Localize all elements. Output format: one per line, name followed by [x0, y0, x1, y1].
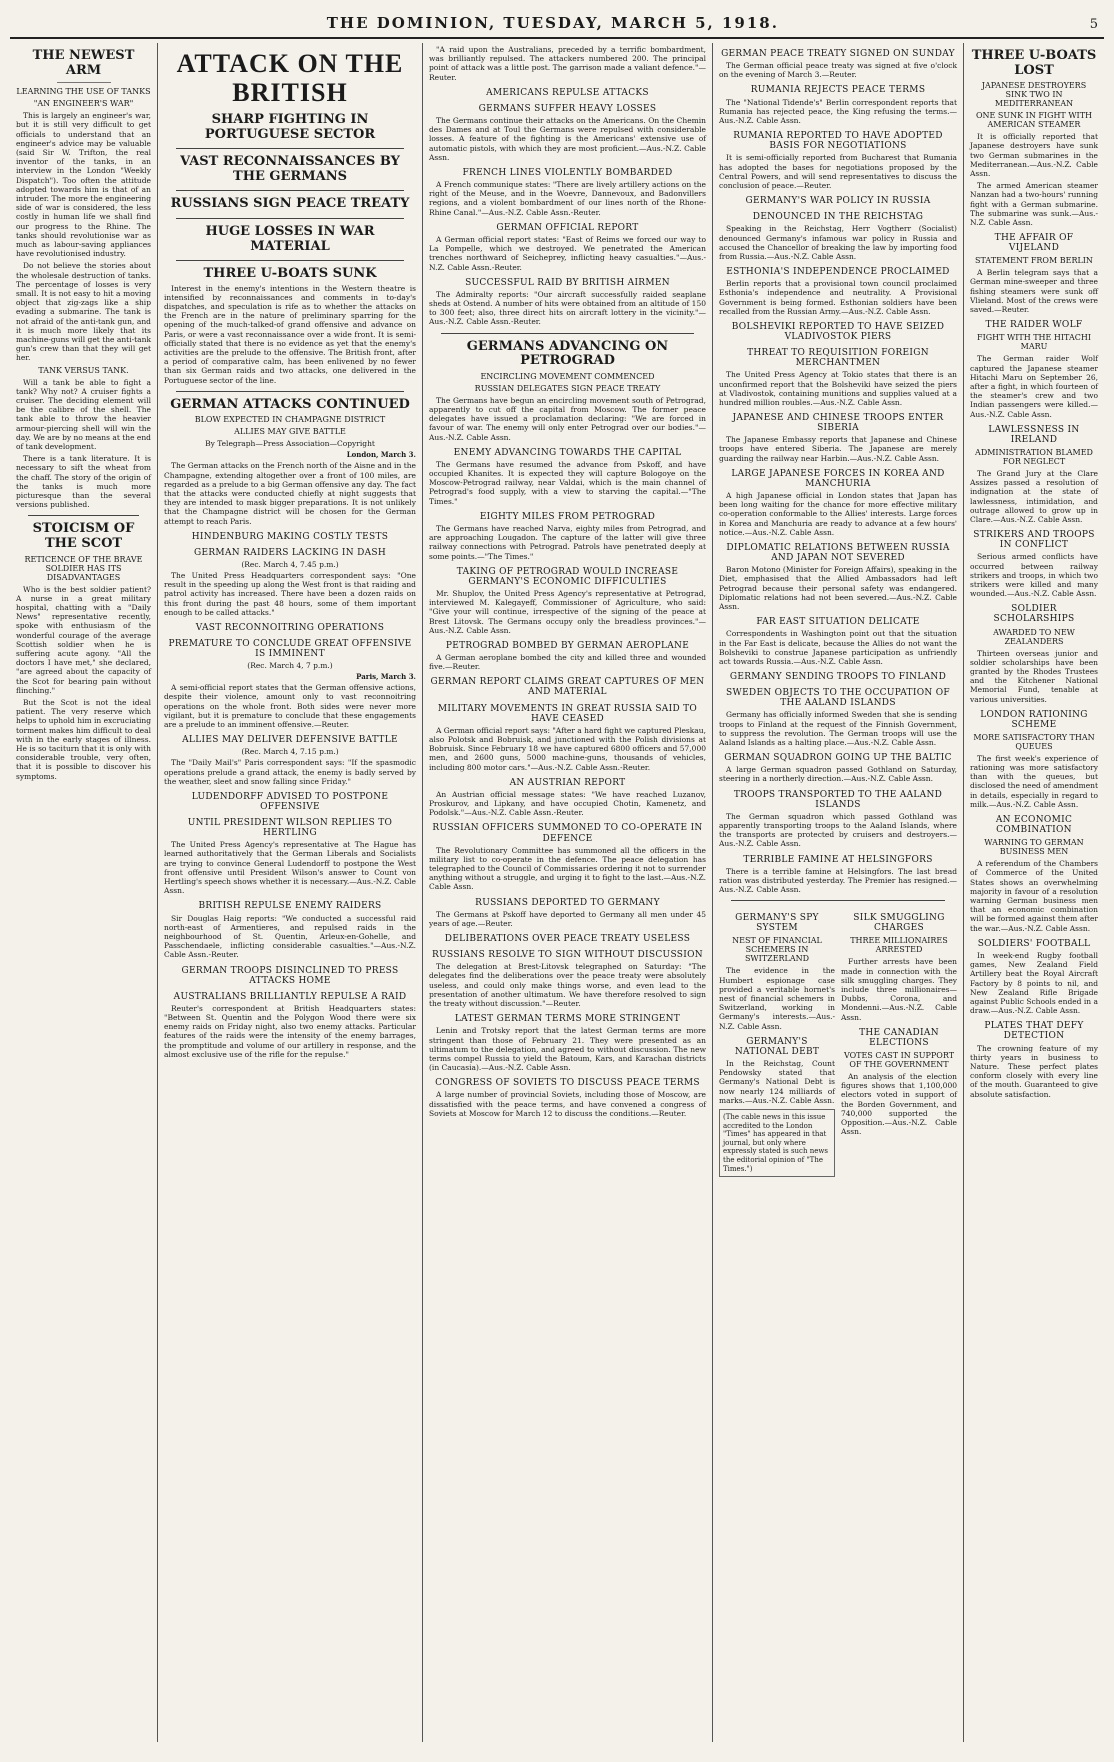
- dateline: Paris, March 3.: [356, 672, 416, 682]
- headline: LAWLESSNESS IN IRELAND: [988, 424, 1080, 445]
- divider: [441, 333, 694, 334]
- subheadline: FIGHT WITH THE HITACHI MARU: [977, 333, 1091, 352]
- newspaper-page: [10, 10, 1104, 1742]
- split-left: [719, 907, 835, 1181]
- headline: THE CANADIAN ELECTIONS: [859, 1027, 939, 1048]
- article-paragraph: In week-end Rugby football games, New Zealand Field Artillery beat the Royal Aircraft Factory by 8 points to nil, and New Zealand Rifle Brigade against Public Schools ended in a draw.—Aus.-N.Z. Cable Assn.: [970, 950, 1098, 1016]
- article-paragraph: The United Press Agency at Tokio states that there is an unconfirmed report that the Bolsheviki have seized the piers at Vladivostok, containing munitions and supplies valued at a hundred million roubles.—Aus.-N.Z. Cable Assn.: [719, 370, 957, 407]
- divider: [176, 391, 404, 392]
- headline: GERMAN OFFICIAL REPORT: [496, 222, 639, 233]
- subheadline: ENCIRCLING MOVEMENT COMMENCED: [480, 371, 655, 381]
- headline: THE NEWEST ARM: [32, 48, 135, 78]
- headline: ENEMY ADVANCING TOWARDS THE CAPITAL: [453, 447, 682, 458]
- headline: THREE U-BOATS SUNK: [203, 266, 377, 282]
- article-paragraph: It is semi-officially reported from Bucharest that Rumania has adopted the bases for negotiations proposed by the Central Powers, and will send representatives to discuss the conclusion of peace.—Reuter.: [719, 153, 957, 190]
- headline: GERMANY'S WAR POLICY IN RUSSIA: [745, 196, 931, 207]
- article-paragraph: The United Press Headquarters correspondent says: "One result in the speeding up along the West front is that raiding and patrol activity has increased. There have been a dozen raids on this front during the past 48 hours, some of them important enough to be called attacks.": [164, 570, 416, 617]
- headline: PLATES THAT DEFY DETECTION: [984, 1021, 1084, 1042]
- article-paragraph: The German attacks on the French north of the Aisne and in the Champagne, extending altogether over a front of 100 miles, are regarded as a prelude to a big German offensive any day. The fact that the attacks were conducted chiefly at night suggests that they are intended to mask bigger preparations. It is not unlikely that the Champagne district will be chosen for the German attempt to reach Paris.: [164, 461, 416, 526]
- article-paragraph: Will a tank be able to fight a tank? Why not? A cruiser fights a cruiser. The deciding element will be the calibre of the shell. The tank able to throw the heavier armour-piercing shell will win the day. We are by no means at the end of tank development.: [16, 377, 151, 451]
- headline: RUMANIA REPORTED TO HAVE ADOPTED BASIS FOR NEGOTIATIONS: [733, 131, 943, 152]
- article-paragraph: Thirteen overseas junior and soldier scholarships have been granted by the Rhodes Trustees and the Kitchener National Memorial Fund, tenable at various universities.: [970, 648, 1098, 704]
- article-paragraph: This is largely an engineer's war, but it is still very difficult to get officials to understand that an engineer's advice may be valuable (said Sir W. Trifton, the real inventor of the tanks, in an interview in the London "Weekly Dispatch"). Too often the attitude adopted towards him is that of an intruder. The more the engineering side of war is considered, the less costly in human life we shall find our progress to the Rhine. The tanks should revolutionise war as much as labour-saving appliances have revolutionised industry.: [16, 111, 151, 259]
- article-paragraph: The first week's experience of rationing was more satisfactory than with the queues, but disclosed the need of amendment in details, especially in regard to milk.—Aus.-N.Z. Cable Assn.: [970, 753, 1098, 809]
- divider: [176, 148, 404, 149]
- column-4: [713, 43, 964, 1742]
- article-paragraph: Berlin reports that a provisional town council proclaimed Esthonia's independence and neutrality. A Provisional Government is being formed. Esthonian soldiers have been recalled from the Russian Army.—Aus.-N.Z. Cable Assn.: [719, 279, 957, 316]
- article-paragraph: A German official report says: "After a hard fight we captured Pleskau, also Polotsk and Bobruisk, and junctioned with the Polish divisions at Bobruisk. Since February 18 we have captured 6800 officers and 57,000 men, and 2600 guns, 5000 machine-guns, thousands of vehicles, including 800 motor cars."—Aus.-N.Z. Cable Assn.-Reuter.: [429, 725, 706, 772]
- article-paragraph: The United Press Agency's representative at The Hague has learned authoritatively that the German Liberals and Socialists are trying to convince General Ludendorff to postpone the West front offensive until President Wilson's answer to Count von Hertling's speech shows whether it is necessary.—Aus.-N.Z. Cable Assn.: [164, 840, 416, 896]
- divider: [176, 190, 404, 191]
- divider: [176, 260, 404, 261]
- received-time: (Rec. March 4, 7.45 p.m.): [241, 559, 339, 569]
- page-number: 5: [1089, 17, 1098, 32]
- article-paragraph: The Germans have begun an encircling movement south of Petrograd, apparently to cut off the capital from Moscow. The former peace delegates have issued a proclamation declaring: "We are forced in favour of war. The enemy will only enter Petrograd over our bodies."—Aus.-N.Z. Cable Assn.: [429, 395, 706, 442]
- byline: By Telegraph—Press Association—Copyright: [205, 439, 375, 449]
- article-paragraph: A French communique states: "There are lively artillery actions on the right of the Meuse, and in the Woevre, Dannevoux, and Badonvillers regions, and a violent bombardment of our lines north of the Rhone-Rhine Canal."—Aus.-N.Z. Cable Assn.-Reuter.: [429, 180, 706, 217]
- column-1: [10, 43, 158, 1742]
- article-paragraph: The Germans have reached Narva, eighty miles from Petrograd, and are approaching Lougadon. The capture of the latter will give three railway connections with Petrograd. Patrols have penetrated deeply at some points.—"The Times.": [429, 523, 706, 561]
- headline: SOLDIER SCHOLARSHIPS: [993, 604, 1075, 625]
- article-paragraph: The Admiralty reports: "Our aircraft successfully raided seaplane sheds at Ostend. A number of hits were obtained from an altitude of 150 to 300 feet; also, three direct hits on aircraft lottery in the vicinity."—Aus.-N.Z. Cable Assn.-Reuter.: [429, 289, 706, 327]
- article-paragraph: A semi-official report states that the German offensive actions, despite their violence, amount only to vast reconnoitring operations on the whole front. Both sides were never more vigilant, but it is premature to conclude that these engagements are a prelude to an imminent offensive.—Reuter.: [164, 683, 416, 730]
- headline: BRITISH REPULSE ENEMY RAIDERS: [198, 901, 382, 912]
- headline: GERMAN TROOPS DISINCLINED TO PRESS ATTACKS HOME: [181, 965, 399, 986]
- article-paragraph: Germany has officially informed Sweden that she is sending troops to Finland at the request of the Finnish Government, to suppress the revolution. The German troops will use the Aaland Islands as a halting place.—Aus.-N.Z. Cable Assn.: [719, 710, 957, 747]
- headline: DIPLOMATIC RELATIONS BETWEEN RUSSIA AND JAPAN NOT SEVERED: [726, 543, 950, 564]
- article-paragraph: The Germans at Pskoff have deported to Germany all men under 45 years of age.—Reuter.: [429, 909, 706, 928]
- headline: GERMAN SQUADRON GOING UP THE BALTIC: [724, 753, 952, 764]
- article-paragraph: The German official peace treaty was signed at five o'clock on the evening of March 3.—Reuter.: [719, 61, 957, 80]
- headline: SUCCESSFUL RAID BY BRITISH AIRMEN: [465, 277, 670, 288]
- headline: THE AFFAIR OF VIJELAND: [994, 233, 1074, 254]
- article-paragraph: It is officially reported that Japanese destroyers have sunk two German submarines in the Mediterranean.—Aus.-N.Z. Cable Assn.: [970, 132, 1098, 178]
- headline: ALLIES MAY DELIVER DEFENSIVE BATTLE: [182, 735, 398, 746]
- headline: RUSSIAN OFFICERS SUMMONED TO CO-OPERATE IN DEFENCE: [432, 823, 703, 844]
- article-paragraph: The Germans have resumed the advance from Pskoff, and have occupied Khanites. It is expected they will capture Bologoye on the Moscow-Petrograd railway, near Valdai, which is the main channel of Petrograd's food supply, with a view to starving the capital.—"The Times.": [429, 459, 706, 506]
- headline: GERMAN ATTACKS CONTINUED: [170, 396, 410, 412]
- headline: SHARP FIGHTING IN PORTUGUESE SECTOR: [204, 112, 376, 142]
- article-paragraph: The armed American steamer Nanzan had a two-hours' running fight with a German submarine. The submarine was sunk.—Aus.-N.Z. Cable Assn.: [970, 181, 1098, 227]
- headline: DENOUNCED IN THE REICHSTAG: [752, 212, 924, 223]
- headline: PREMATURE TO CONCLUDE GREAT OFFENSIVE IS IMMINENT: [168, 639, 412, 660]
- article-paragraph: In the Reichstag, Count Pendowsky stated that Germany's National Debt is now nearly 124 milliards of marks.—Aus.-N.Z. Cable Assn.: [719, 1059, 835, 1105]
- headline: LATEST GERMAN TERMS MORE STRINGENT: [454, 1014, 681, 1025]
- headline: STRIKERS AND TROOPS IN CONFLICT: [973, 530, 1095, 551]
- headline: GERMANY'S NATIONAL DEBT: [734, 1036, 820, 1057]
- subheadline: NEST OF FINANCIAL SCHEMERS IN SWITZERLAND: [732, 936, 822, 964]
- split-right: [841, 907, 957, 1181]
- divider: [731, 900, 945, 901]
- article-paragraph: A Berlin telegram says that a German mine-sweeper and three fishing steamers were sunk off Vlieland. Most of the crews were saved.—Reuter.: [970, 268, 1098, 315]
- section-label: TANK VERSUS TANK.: [38, 365, 129, 375]
- headline: GERMANY'S SPY SYSTEM: [735, 913, 819, 934]
- headline: GERMANS ADVANCING ON PETROGRAD: [466, 338, 669, 369]
- headline: GERMAN RAIDERS LACKING IN DASH: [194, 547, 386, 558]
- headline: ESTHONIA'S INDEPENDENCE PROCLAIMED: [726, 267, 950, 278]
- subheadline: RETICENCE OF THE BRAVE SOLDIER HAS ITS DISADVANTAGES: [24, 554, 143, 582]
- headline: TERRIBLE FAMINE AT HELSINGFORS: [743, 854, 933, 865]
- headline: UNTIL PRESIDENT WILSON REPLIES TO HERTLING: [187, 818, 393, 839]
- article-paragraph: The "National Tidende's" Berlin correspondent reports that Rumania has rejected peace, the King refusing the terms.—Aus.-N.Z. Cable Assn.: [719, 97, 957, 125]
- article-paragraph: The Germans continue their attacks on the Americans. On the Chemin des Dames and at Toul the Germans were repulsed with considerable losses. A feature of the fighting is the Americans' extensive use of automatic pistols, with which they are most proficient.—Aus.-N.Z. Cable Assn.: [429, 115, 706, 162]
- headline: AN AUSTRIAN REPORT: [509, 777, 626, 788]
- article-paragraph: The German squadron which passed Gothland was apparently transporting troops to the Aaland Islands, where the transports are protected by cruisers and destroyers.—Aus.-N.Z. Cable Assn.: [719, 811, 957, 849]
- headline: RUSSIANS SIGN PEACE TREATY: [170, 196, 410, 212]
- headline: AUSTRALIANS BRILLIANTLY REPULSE A RAID: [173, 991, 407, 1002]
- headline: FAR EAST SITUATION DELICATE: [756, 617, 920, 628]
- article-paragraph: Correspondents in Washington point out that the situation in the Far East is delicate, because the Allies do not want the Bolsheviki to construe Japanese participation as unfriendly act towards Russia.—Aus.-N.Z. Cable Assn.: [719, 629, 957, 666]
- article-paragraph: The Revolutionary Committee has summoned all the officers in the military list to co-operate in the defence. The peace delegation has telegraphed to the Council of Commissaries ordering it not to surrender anything without a struggle, and urging it to fight to the last.—Aus.-N.Z. Cable Assn.: [429, 845, 706, 892]
- headline: GERMAN REPORT CLAIMS GREAT CAPTURES OF MEN AND MATERIAL: [430, 677, 705, 698]
- headline: TAKING OF PETROGRAD WOULD INCREASE GERMANY'S ECONOMIC DIFFICULTIES: [456, 566, 679, 587]
- split-section: [719, 907, 957, 1181]
- article-paragraph: The delegation at Brest-Litovsk telegraphed on Saturday: "The delegates find the deliberations over the peace treaty were absolutely useless, and could only make things worse, and even lead to the presentation of another ultimatum. We have therefore resolved to sign the treaty without discussion."—Reuter.: [429, 962, 706, 1009]
- headline: HINDENBURG MAKING COSTLY TESTS: [191, 531, 389, 542]
- article-paragraph: The evidence in the Humbert espionage case provided a veritable hornet's nest of financial schemers in Switzerland, working in Germany's interests.—Aus.-N.Z. Cable Assn.: [719, 966, 835, 1031]
- column-5: [964, 43, 1104, 1742]
- article-paragraph: A German aeroplane bombed the city and killed three and wounded five.—Reuter.: [429, 653, 706, 672]
- masthead-title: THE DOMINION, TUESDAY, MARCH 5, 1918.: [326, 14, 779, 32]
- received-time: (Rec. March 4, 7.15 p.m.): [241, 747, 339, 757]
- article-paragraph: There is a terrible famine at Helsingfors. The last bread ration was distributed yesterday. The Premier has resigned.—Aus.-N.Z. Cable Assn.: [719, 866, 957, 895]
- column-2: [158, 43, 423, 1742]
- subheadline: RUSSIAN DELEGATES SIGN PEACE TREATY: [474, 383, 661, 393]
- main-headline: ATTACK ON THE BRITISH: [176, 49, 404, 108]
- article-paragraph: Interest in the enemy's intentions in the Western theatre is intensified by reconnaissances and comments in to-day's dispatches, and speculation is rife as to whether the attacks on the French are in the nature of preliminary sparring for the opening of the much-talked-of grand offensive and advance on Paris, or were a vast reconnaissance over a wide front. It is semi-officially stated that there is no evidence as yet that the enemy's activities are the prelude to the offensive. The British front, after a period of comparative calm, has been enlivened by no fewer than six German raids and two attacks, one delivered in the Portuguese sector of the line.: [164, 283, 416, 385]
- article-paragraph: A large number of provincial Soviets, including those of Moscow, are dissatisfied with the peace terms, and have convened a congress of Soviets at Moscow for March 12 to discuss the conditions.—Reuter.: [429, 1090, 706, 1118]
- headline: BOLSHEVIKI REPORTED TO HAVE SEIZED VLADIVOSTOK PIERS: [731, 322, 945, 343]
- article-paragraph: A large German squadron passed Gothland on Saturday, steering in a northerly direction.—Aus.-N.Z. Cable Assn.: [719, 765, 957, 784]
- headline: STOICISM OF THE SCOT: [32, 521, 135, 551]
- article-paragraph: A German official report states: "East of Reims we forced our way to La Pompelle, which we destroyed. We penetrated the American trenches northward of Seicheprey, inflicting heavy casualties."—Aus.-N.Z. Cable Assn.-Reuter.: [429, 234, 706, 272]
- subheadline: ADMINISTRATION BLAMED FOR NEGLECT: [975, 447, 1093, 466]
- article-paragraph: A high Japanese official in London states that Japan has been long waiting for the chance for more effective military co-operation conformable to the Allies' interests. Large forces in Korea and Manchuria are ready to advance at a few hours' notice.—Aus.-N.Z. Cable Assn.: [719, 491, 957, 537]
- article-paragraph: An analysis of the election figures shows that 1,100,000 electors voted in support of the Borden Government, and 740,000 supported the Opposition.—Aus.-N.Z. Cable Assn.: [841, 1072, 957, 1137]
- article-paragraph: The Grand Jury at the Clare Assizes passed a resolution of indignation at the state of lawlessness, intimidation, and outrage allowed to grow up in Clare.—Aus.-N.Z. Cable Assn.: [970, 468, 1098, 524]
- headline: GERMANS SUFFER HEAVY LOSSES: [478, 103, 657, 114]
- article-paragraph: The "Daily Mail's" Paris correspondent says: "If the spasmodic operations prelude a grand attack, the enemy is badly served by the weather, sleet and snow falling since Friday.": [164, 758, 416, 786]
- headline: RUMANIA REJECTS PEACE TERMS: [750, 85, 926, 96]
- article-paragraph: Lenin and Trotsky report that the latest German terms are more stringent than those of February 21. They were presented as an ultimatum to the delegation, and agreed to without discussion. The new terms compel Russia to yield the Batoum, Kars, and Karachan districts (in Caucasia).—Aus.-N.Z. Cable Assn.: [429, 1026, 706, 1073]
- headline: VAST RECONNAISSANCES BY THE GERMANS: [180, 154, 400, 184]
- column-3: [423, 43, 713, 1742]
- headline: LARGE JAPANESE FORCES IN KOREA AND MANCHURIA: [731, 468, 945, 489]
- headline: THREAT TO REQUISITION FOREIGN MERCHANTMEN: [747, 348, 929, 369]
- subheadline: ALLIES MAY GIVE BATTLE: [234, 427, 346, 437]
- subheadline: VOTES CAST IN SUPPORT OF THE GOVERNMENT: [843, 1051, 955, 1070]
- headline: MILITARY MOVEMENTS IN GREAT RUSSIA SAID TO HAVE CEASED: [437, 703, 698, 724]
- subheadline: BLOW EXPECTED IN CHAMPAGNE DISTRICT: [194, 415, 386, 425]
- headline: LONDON RATIONING SCHEME: [980, 709, 1088, 730]
- headline: EIGHTY MILES FROM PETROGRAD: [479, 511, 656, 522]
- subheadline: ONE SUNK IN FIGHT WITH AMERICAN STEAMER: [975, 111, 1093, 130]
- dateline: London, March 3.: [346, 450, 416, 460]
- article-paragraph: Further arrests have been made in connection with the silk smuggling charges. They include three millionaires—Dubbs, Corona, and Mondenni.—Aus.-N.Z. Cable Assn.: [841, 957, 957, 1022]
- subheadline: THREE MILLIONAIRES ARRESTED: [850, 936, 948, 955]
- headline: PETROGRAD BOMBED BY GERMAN AEROPLANE: [445, 640, 690, 651]
- divider: [57, 82, 111, 83]
- editorial-note: (The cable news in this issue accredited to the London "Times" has appeared in that journal, but only where expressly stated is such news the editorial opinion of "The Times."): [719, 1109, 835, 1177]
- subheadline: JAPANESE DESTROYERS SINK TWO IN MEDITERRANEAN: [981, 81, 1087, 109]
- columns: [10, 43, 1104, 1742]
- headline: TROOPS TRANSPORTED TO THE AALAND ISLANDS: [733, 789, 943, 810]
- article-paragraph: Baron Motono (Minister for Foreign Affairs), speaking in the Diet, emphasised that the Allied Ambassadors had left Petrograd because their personal safety was endangered. Diplomatic relations had not been severed.—Aus.-N.Z. Cable Assn.: [719, 565, 957, 612]
- article-paragraph: The Japanese Embassy reports that Japanese and Chinese troops have entered Siberia. The Japanese are merely guarding the railway near Harbin.—Aus.-N.Z. Cable Assn.: [719, 435, 957, 463]
- article-paragraph: There is a tank literature. It is necessary to sift the wheat from the chaff. The story of the origin of the tanks is much more picturesque than the several versions published.: [16, 454, 151, 510]
- article-paragraph: Do not believe the stories about the wholesale destruction of tanks. The percentage of losses is very small. It is not easy to hit a moving object that zig-zags like a ship evading a submarine. The tank is not afraid of the anti-tank gun, and it is much more likely that its machine-guns will get the anti-tank gun's crew than that they will get her.: [16, 261, 151, 363]
- article-paragraph: Serious armed conflicts have occurred between railway strikers and troops, in which two strikers were killed and many wounded.—Aus.-N.Z. Cable Assn.: [970, 552, 1098, 599]
- subheadline: STATEMENT FROM BERLIN: [975, 256, 1093, 266]
- divider: [28, 515, 139, 516]
- subheadline: MORE SATISFACTORY THAN QUEUES: [973, 732, 1095, 751]
- subheadline: LEARNING THE USE OF TANKS: [16, 87, 151, 97]
- headline: GERMAN PEACE TREATY SIGNED ON SUNDAY: [721, 49, 955, 59]
- headline: CONGRESS OF SOVIETS TO DISCUSS PEACE TERMS: [435, 1078, 700, 1089]
- article-paragraph: An Austrian official message states: "We have reached Luzanov, Proskurov, and Lipkany, and have occupied Chotin, Kamenetz, and Podolsk."—Aus.-N.Z. Cable Assn.-Reuter.: [429, 789, 706, 818]
- headline: SWEDEN OBJECTS TO THE OCCUPATION OF THE AALAND ISLANDS: [726, 688, 950, 709]
- headline: HUGE LOSSES IN WAR MATERIAL: [205, 223, 375, 254]
- subheadline: WARNING TO GERMAN BUSINESS MEN: [984, 838, 1084, 857]
- headline: RUSSIANS DEPORTED TO GERMANY: [475, 897, 660, 908]
- article-paragraph: The crowning feature of my thirty years in business to Nature. These perfect plates conform closely with every line of the mouth. Guaranteed to give absolute satisfaction.: [970, 1043, 1098, 1099]
- article-paragraph: "A raid upon the Australians, preceded by a terrific bombardment, was brilliantly repulsed. The attackers numbered 200. The principal point of attack was a little post. The garrison made a valiant defence."—Reuter.: [429, 45, 706, 82]
- masthead: [10, 10, 1104, 39]
- headline: FRENCH LINES VIOLENTLY BOMBARDED: [462, 167, 673, 178]
- subheadline: "AN ENGINEER'S WAR": [33, 99, 134, 109]
- headline: VAST RECONNOITRING OPERATIONS: [195, 622, 385, 633]
- headline: JAPANESE AND CHINESE TROOPS ENTER SIBERIA: [732, 413, 944, 434]
- article-paragraph: Sir Douglas Haig reports: "We conducted a successful raid north-east of Armentieres, and repulsed raids in the neighbourhood of St. Quentin, Arleux-en-Gohelle, and Passchendaele, inflicting considerable casualties."—Aus.-N.Z. Cable Assn.-Reuter.: [164, 913, 416, 960]
- headline: THE RAIDER WOLF: [985, 320, 1083, 331]
- article-paragraph: A referendum of the Chambers of Commerce of the United States shows an overwhelming majority in favour of a resolution warning German business men that an economic combination will be formed against them after the war.—Aus.-N.Z. Cable Assn.: [970, 859, 1098, 933]
- headline: DELIBERATIONS OVER PEACE TREATY USELESS: [444, 934, 691, 945]
- headline: LUDENDORFF ADVISED TO POSTPONE OFFENSIVE: [191, 791, 389, 812]
- headline: THREE U-BOATS LOST: [971, 48, 1097, 78]
- headline: RUSSIANS RESOLVE TO SIGN WITHOUT DISCUSSION: [432, 950, 703, 961]
- article-paragraph: Who is the best soldier patient? A nurse in a great military hospital, chatting with a "Daily News" representative recently, spoke with enthusiasm of the wonderful courage of the average Scottish soldier when he is suffering acute agony. "All the doctors I have met," she declared, "are agreed about the capacity of the Scot for bearing pain without flinching.": [16, 584, 151, 695]
- subheadline: AWARDED TO NEW ZEALANDERS: [993, 627, 1075, 646]
- divider: [176, 218, 404, 219]
- headline: SILK SMUGGLING CHARGES: [853, 913, 945, 934]
- article-paragraph: Reuter's correspondent at British Headquarters states: "Between St. Quentin and the Polygon Wood there were six enemy raids on Friday night, also two enemy attacks. Particular features of the raids were the intensity of the enemy barrages, the promptitude and volume of our artillery in response, and the almost exclusive use of the rifle for the repulse.": [164, 1003, 416, 1059]
- article-paragraph: Mr. Shuplov, the United Press Agency's representative at Petrograd, interviewed M. Kalegayeff, Commissioner of Agriculture, who said: "Give your will continue, irrespective of the signing of the peace at Brest Litovsk. The Germans occupy only the breadless provinces."—Aus.-N.Z. Cable Assn.: [429, 588, 706, 635]
- article-paragraph: But the Scot is not the ideal patient. The very reserve which helps to uphold him in excruciating torment makes him difficult to deal with in the early stages of illness. He is so taciturn that it is only with considerable trouble, very often, that it is possible to discover his symptoms.: [16, 697, 151, 781]
- article-paragraph: Speaking in the Reichstag, Herr Vogtherr (Socialist) denounced Germany's infamous war policy in Russia and accused the Chancellor of breaking the law by importing food from Russia.—Aus.-N.Z. Cable Assn.: [719, 224, 957, 261]
- headline: AMERICANS REPULSE ATTACKS: [486, 87, 649, 98]
- headline: AN ECONOMIC COMBINATION: [995, 815, 1073, 836]
- headline: GERMANY SENDING TROOPS TO FINLAND: [729, 672, 947, 683]
- received-time: (Rec. March 4, 7 p.m.): [247, 661, 333, 671]
- headline: SOLDIERS' FOOTBALL: [977, 938, 1091, 949]
- article-paragraph: The German raider Wolf captured the Japanese steamer Hitachi Maru on September 26, after a fight, in which fourteen of the steamer's crew and two Indian passengers were killed.—Aus.-N.Z. Cable Assn.: [970, 354, 1098, 419]
